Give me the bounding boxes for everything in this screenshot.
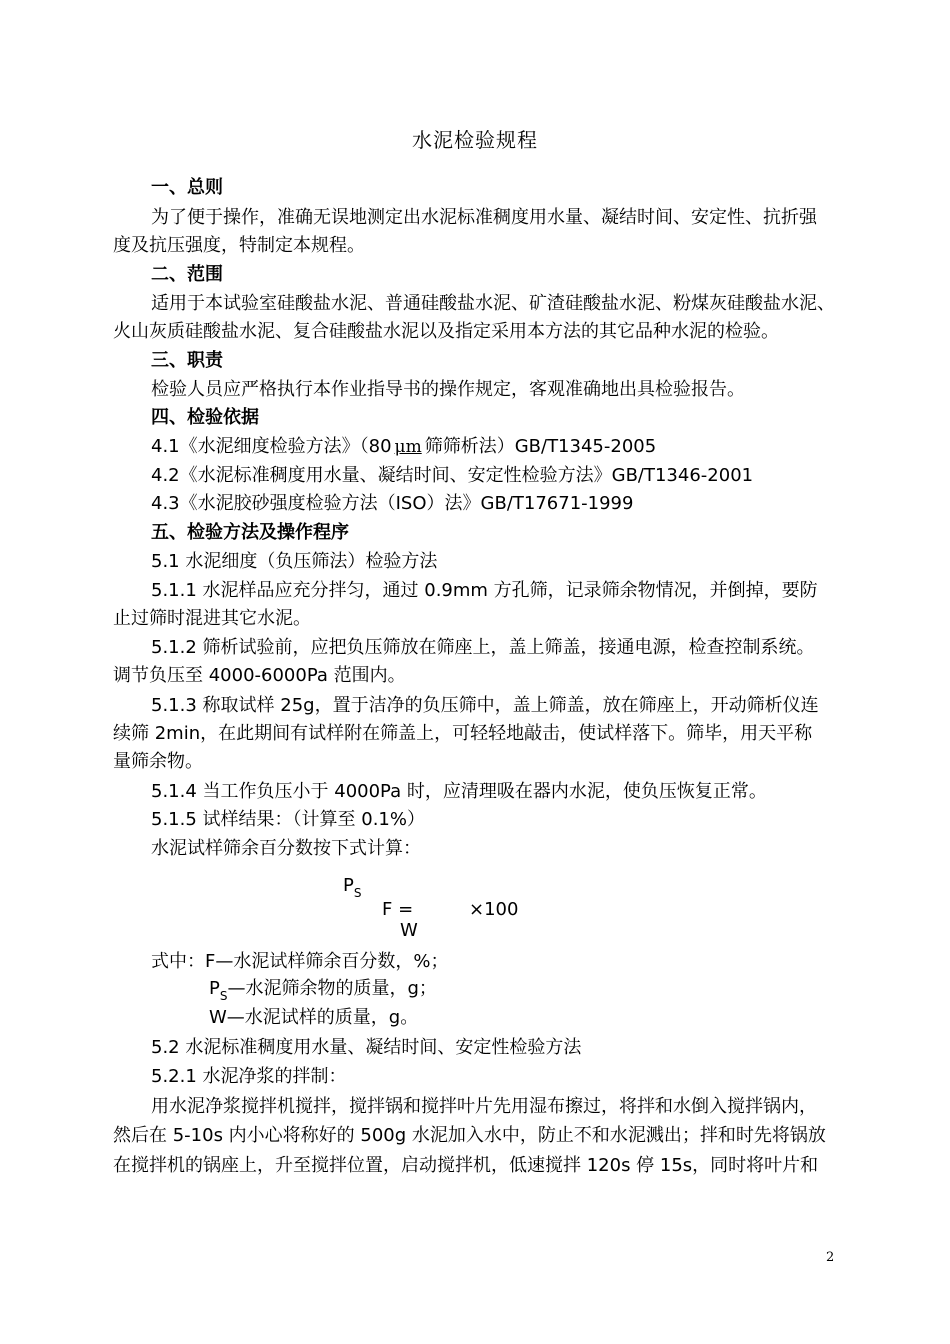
formula-numerator-sub: S bbox=[353, 886, 362, 900]
paragraph-line: 止过筛时混进其它水泥。 bbox=[113, 608, 311, 629]
paragraph-line: 检验人员应严格执行本作业指导书的操作规定，客观准确地出具检验报告。 bbox=[151, 379, 745, 400]
section-heading-basis: 四、检验依据 bbox=[151, 407, 259, 428]
paragraph-line: 5.1.3 称取试样 25g，置于洁净的负压筛中，盖上筛盖，放在筛座上，开动筛析仪连 bbox=[151, 695, 819, 716]
formula-lhs: F = bbox=[382, 899, 414, 920]
standard-item-1 bbox=[151, 435, 656, 459]
page-title: 水泥检验规程 bbox=[412, 128, 538, 152]
standard-item-2: 4.2《水泥标准稠度用水量、凝结时间、安定性检验方法》GB/T1346-2001 bbox=[151, 465, 754, 486]
section-heading-duty: 三、职责 bbox=[151, 350, 223, 371]
formula-legend-line bbox=[209, 977, 437, 1002]
formula-legend-line: 式中：F—水泥试样筛余百分数，%； bbox=[151, 951, 449, 972]
standard-item-3: 4.3《水泥胶砂强度检验方法（ISO）法》GB/T17671-1999 bbox=[151, 493, 634, 514]
legend-symbol-main: P bbox=[209, 978, 220, 999]
subsection-title: 5.2.1 水泥净浆的拌制： bbox=[151, 1066, 347, 1087]
legend-symbol-sub: S bbox=[219, 989, 228, 1003]
paragraph-line: 火山灰质硅酸盐水泥、复合硅酸盐水泥以及指定采用本方法的其它品种水泥的检验。 bbox=[113, 321, 779, 342]
legend-description: —水泥筛余物的质量，g； bbox=[227, 978, 437, 999]
paragraph-line: 为了便于操作，准确无误地测定出水泥标准稠度用水量、凝结时间、安定性、抗折强 bbox=[151, 207, 817, 228]
paragraph-line: 5.1.2 筛析试验前，应把负压筛放在筛座上，盖上筛盖，接通电源，检查控制系统。 bbox=[151, 637, 815, 658]
formula-numerator bbox=[343, 874, 361, 899]
formula-multiplier: ×100 bbox=[469, 899, 519, 920]
paragraph-line: 调节负压至 4000-6000Pa 范围内。 bbox=[113, 665, 406, 686]
paragraph-line: 水泥试样筛余百分数按下式计算： bbox=[151, 838, 421, 859]
paragraph-line: 度及抗压强度，特制定本规程。 bbox=[113, 235, 365, 256]
standard-item-1-suffix: 筛筛析法）GB/T1345-2005 bbox=[424, 436, 657, 457]
formula-legend-line: W—水泥试样的质量，g。 bbox=[209, 1007, 419, 1028]
paragraph-line: 量筛余物。 bbox=[113, 751, 203, 772]
standard-item-1-prefix: 4.1《水泥细度检验方法》（80 bbox=[151, 436, 392, 457]
paragraph-line: 5.1.5 试样结果：（计算至 0.1%） bbox=[151, 809, 425, 830]
paragraph-line: 续筛 2min，在此期间有试样附在筛盖上，可轻轻地敲击，使试样落下。筛毕，用天平称 bbox=[113, 723, 813, 744]
paragraph-line: 然后在 5-10s 内小心将称好的 500g 水泥加入水中，防止不和水泥溅出；拌和时先将锅放 bbox=[113, 1125, 826, 1146]
paragraph-line: 在搅拌机的锅座上，升至搅拌位置，启动搅拌机，低速搅拌 120s 停 15s，同时将叶片和 bbox=[113, 1155, 819, 1176]
section-heading-general: 一、总则 bbox=[151, 177, 223, 198]
page-number: 2 bbox=[826, 1250, 835, 1265]
subsection-title: 5.1 水泥细度（负压筛法）检验方法 bbox=[151, 551, 438, 572]
section-heading-scope: 二、范围 bbox=[151, 264, 223, 285]
paragraph-line: 5.1.4 当工作负压小于 4000Pa 时，应清理吸在器内水泥，使负压恢复正常。 bbox=[151, 781, 767, 802]
formula-numerator-main: P bbox=[343, 875, 354, 896]
paragraph-line: 用水泥净浆搅拌机搅拌，搅拌锅和搅拌叶片先用湿布擦过，将拌和水倒入搅拌锅内， bbox=[151, 1096, 817, 1117]
subsection-title: 5.2 水泥标准稠度用水量、凝结时间、安定性检验方法 bbox=[151, 1037, 582, 1058]
formula-denominator: W bbox=[400, 920, 418, 941]
paragraph-line: 适用于本试验室硅酸盐水泥、普通硅酸盐水泥、矿渣硅酸盐水泥、粉煤灰硅酸盐水泥、 bbox=[151, 293, 835, 314]
micrometer-unit: μm bbox=[394, 437, 422, 457]
section-heading-methods: 五、检验方法及操作程序 bbox=[151, 522, 349, 543]
paragraph-line: 5.1.1 水泥样品应充分拌匀，通过 0.9mm 方孔筛，记录筛余物情况，并倒掉，要防 bbox=[151, 580, 818, 601]
